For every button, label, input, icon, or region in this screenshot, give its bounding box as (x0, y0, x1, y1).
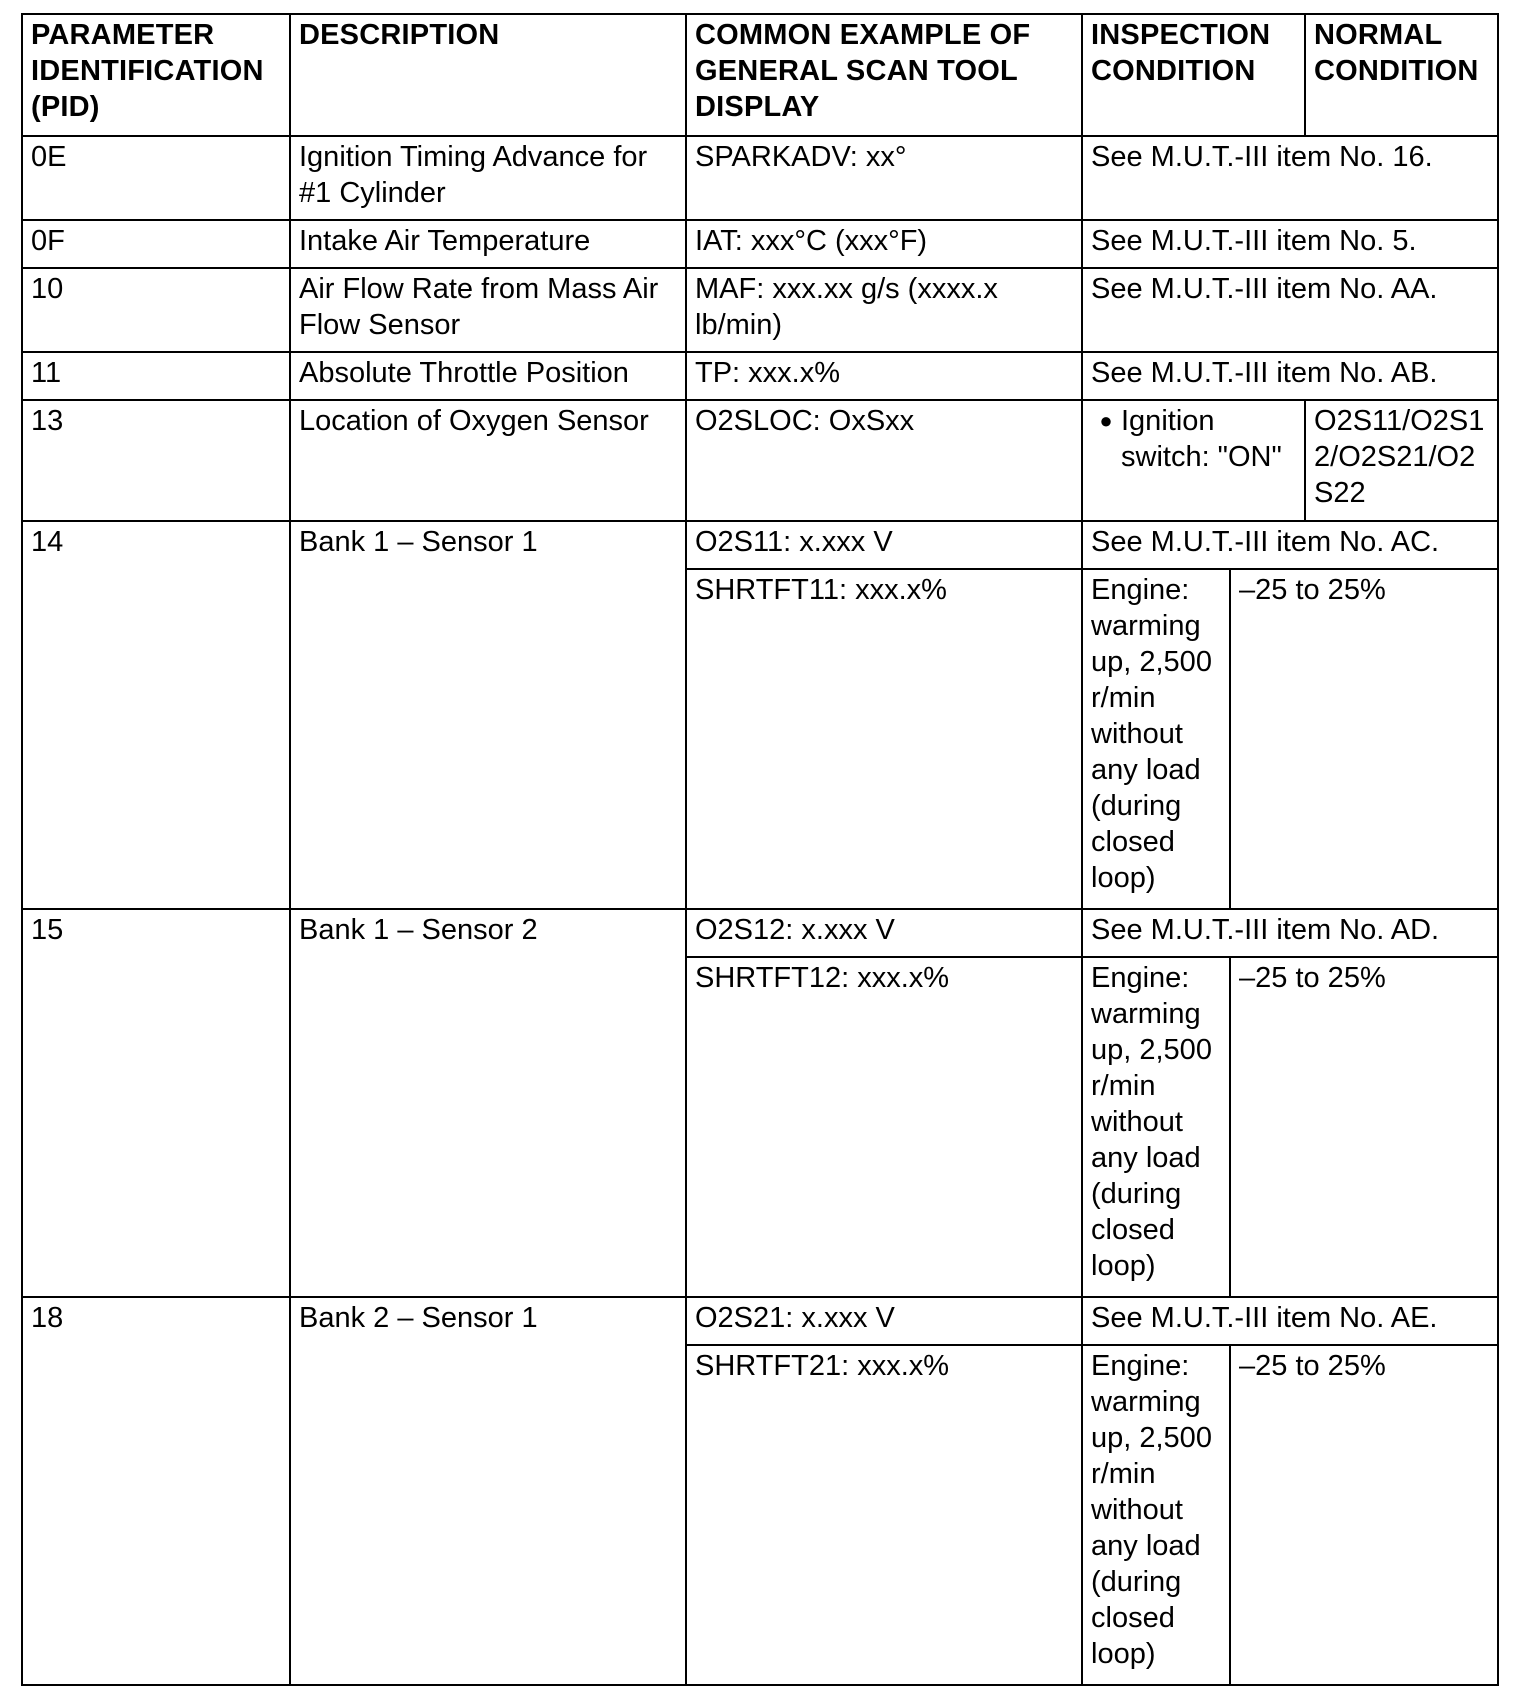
cell-see-reference: See M.U.T.-III item No. AB. (1082, 352, 1498, 400)
cell-sub-inspection: Engine: warming up, 2,500 r/min without any load (during closed loop) (1082, 957, 1230, 1297)
cell-see-reference: See M.U.T.-III item No. AA. (1082, 268, 1498, 352)
header-pid: PARAMETER IDENTIFICATION (PID) (22, 14, 290, 136)
header-display: COMMON EXAMPLE OF GENERAL SCAN TOOL DISPLAY (686, 14, 1082, 136)
cell-description: Bank 1 – Sensor 1 (290, 521, 686, 909)
cell-display: O2S21: x.xxx V (686, 1297, 1082, 1345)
cell-sub-normal: –25 to 25% (1230, 1345, 1498, 1685)
cell-see-reference: See M.U.T.-III item No. AC. (1082, 521, 1498, 569)
cell-pid: 18 (22, 1297, 290, 1685)
header-description: DESCRIPTION (290, 14, 686, 136)
cell-sub-display: SHRTFT21: xxx.x% (686, 1345, 1082, 1685)
cell-sub-inspection: Engine: warming up, 2,500 r/min without any load (during closed loop) (1082, 569, 1230, 909)
cell-display: O2SLOC: OxSxx (686, 400, 1082, 521)
cell-description: Absolute Throttle Position (290, 352, 686, 400)
cell-pid: 0F (22, 220, 290, 268)
cell-sub-normal: –25 to 25% (1230, 957, 1498, 1297)
cell-description: Bank 1 – Sensor 2 (290, 909, 686, 1297)
bullet-icon: ● (1099, 408, 1113, 433)
cell-pid: 0E (22, 136, 290, 220)
cell-sub-normal: –25 to 25% (1230, 569, 1498, 909)
cell-sub-display: SHRTFT12: xxx.x% (686, 957, 1082, 1297)
cell-display: MAF: xxx.xx g/s (xxxx.x lb/min) (686, 268, 1082, 352)
cell-display: IAT: xxx°C (xxx°F) (686, 220, 1082, 268)
cell-description: Ignition Timing Advance for #1 Cylinder (290, 136, 686, 220)
cell-description: Bank 2 – Sensor 1 (290, 1297, 686, 1685)
cell-description: Air Flow Rate from Mass Air Flow Sensor (290, 268, 686, 352)
pid-table-sheet (21, 13, 1497, 1686)
header-normal: NORMAL CONDITION (1305, 14, 1498, 136)
cell-description: Location of Oxygen Sensor (290, 400, 686, 521)
cell-see-reference: See M.U.T.-III item No. 16. (1082, 136, 1498, 220)
table-row (22, 352, 1498, 400)
cell-normal: O2S11/O2S12/O2S21/O2S22 (1305, 400, 1498, 521)
cell-display: TP: xxx.x% (686, 352, 1082, 400)
cell-see-reference: See M.U.T.-III item No. AD. (1082, 909, 1498, 957)
cell-pid: 14 (22, 521, 290, 909)
cell-sub-display: SHRTFT11: xxx.x% (686, 569, 1082, 909)
cell-display: O2S11: x.xxx V (686, 521, 1082, 569)
table-row (22, 400, 1498, 521)
table-row (22, 268, 1498, 352)
cell-pid: 10 (22, 268, 290, 352)
bullet-item (1091, 403, 1296, 475)
cell-display: SPARKADV: xx° (686, 136, 1082, 220)
inspection-text: Ignition switch: "ON" (1121, 405, 1282, 473)
cell-see-reference: See M.U.T.-III item No. 5. (1082, 220, 1498, 268)
cell-display: O2S12: x.xxx V (686, 909, 1082, 957)
table-row (22, 220, 1498, 268)
table-row (22, 1297, 1498, 1345)
pid-table (21, 13, 1499, 1686)
header-inspection: INSPECTION CONDITION (1082, 14, 1305, 136)
cell-sub-inspection: Engine: warming up, 2,500 r/min without any load (during closed loop) (1082, 1345, 1230, 1685)
table-row (22, 909, 1498, 957)
table-header-row (22, 14, 1498, 136)
cell-pid: 13 (22, 400, 290, 521)
table-row (22, 136, 1498, 220)
table-row (22, 521, 1498, 569)
cell-pid: 11 (22, 352, 290, 400)
cell-inspection (1082, 400, 1305, 521)
cell-description: Intake Air Temperature (290, 220, 686, 268)
cell-pid: 15 (22, 909, 290, 1297)
cell-see-reference: See M.U.T.-III item No. AE. (1082, 1297, 1498, 1345)
